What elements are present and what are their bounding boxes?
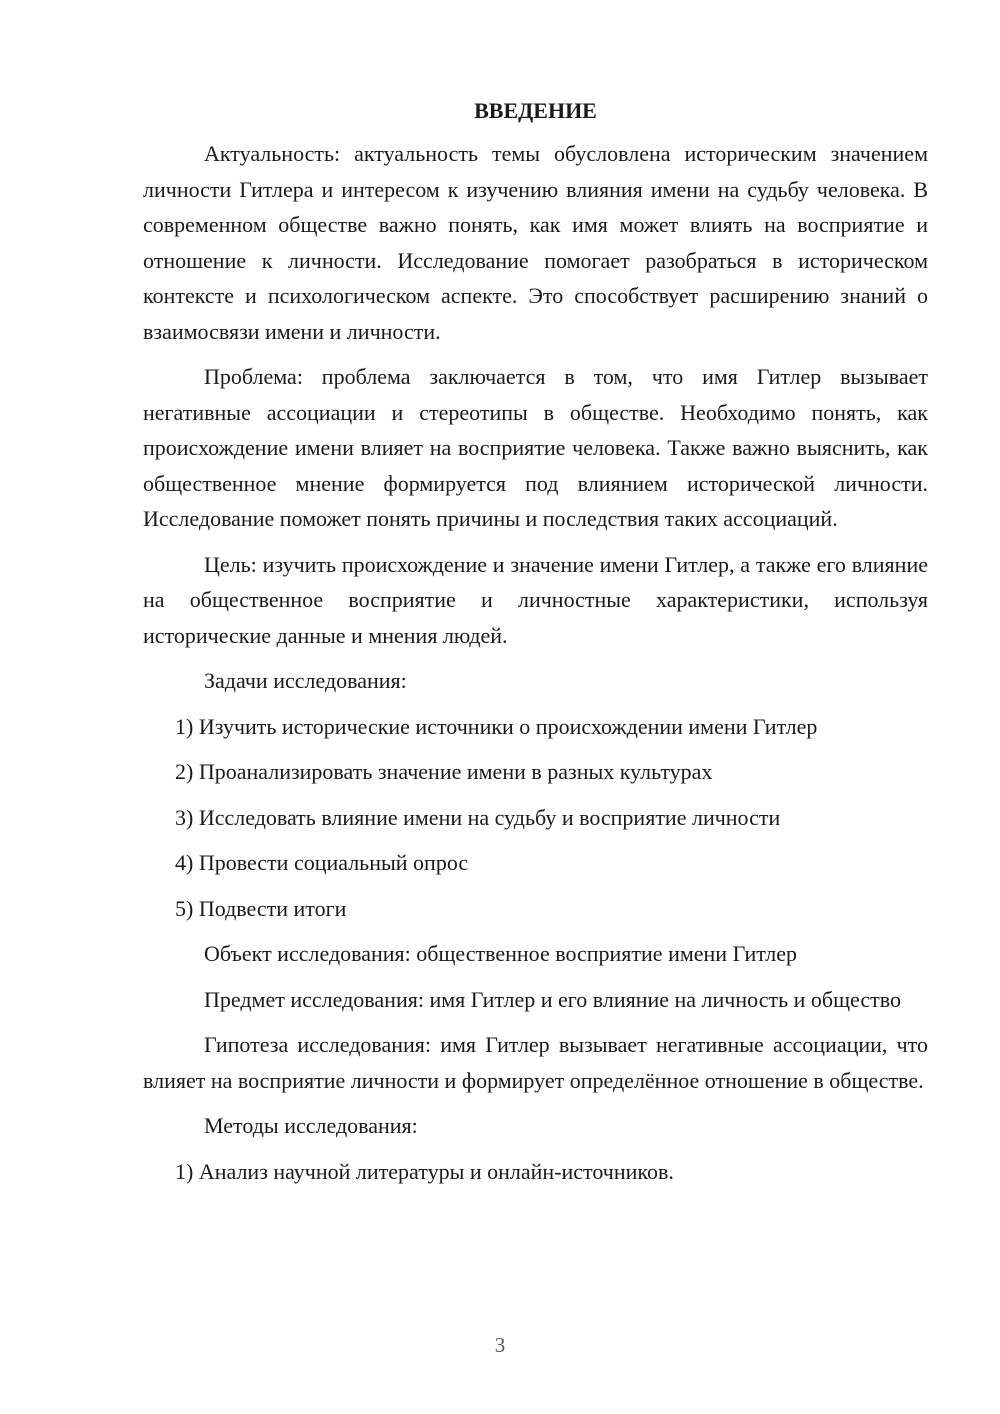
hypothesis-paragraph: Гипотеза исследования: имя Гитлер вызывает негативные ассоциации, что влияет на восприятие личности и формирует определённое отношение в обществе. <box>143 1032 928 1093</box>
task-item: 5) Подвести итоги <box>175 895 347 921</box>
task-item: 1) Изучить исторические источники о происхождении имени Гитлер <box>175 713 818 739</box>
page-content <box>143 96 928 1199</box>
task-item: 3) Исследовать влияние имени на судьбу и восприятие личности <box>175 804 781 830</box>
tasks-heading: Задачи исследования: <box>204 668 407 693</box>
method-item: 1) Анализ научной литературы и онлайн-источников. <box>175 1158 674 1184</box>
task-item: 4) Провести социальный опрос <box>175 850 469 875</box>
task-item: 2) Проанализировать значение имени в разных культурах <box>175 759 713 784</box>
page-number: 3 <box>494 1333 506 1357</box>
methods-heading: Методы исследования: <box>204 1113 418 1138</box>
goal-paragraph: Цель: изучить происхождение и значение имени Гитлер, а также его влияние на общественное восприятие и личностные характеристики, используя исторические данные и мнения людей. <box>143 551 928 648</box>
object-paragraph: Объект исследования: общественное восприятие имени Гитлер <box>204 941 798 966</box>
subject-paragraph: Предмет исследования: имя Гитлер и его влияние на личность и общество <box>204 986 901 1012</box>
relevance-paragraph: Актуальность: актуальность темы обусловлена историческим значением личности Гитлера и интересом к изучению влияния имени на судьбу человека. В современном обществе важно понять, как имя может влиять на восприятие и отношение к личности. Исследование помогает разобраться в историческом контексте и психологическом аспекте. Это способствует расширению знаний о взаимосвязи имени и личности. <box>143 141 928 344</box>
page-title: ВВЕДЕНИЕ <box>474 98 597 123</box>
problem-paragraph: Проблема: проблема заключается в том, что имя Гитлер вызывает негативные ассоциации и стереотипы в обществе. Необходимо понять, как происхождение имени влияет на восприятие человека. Также важно выяснить, как общественное мнение формируется под влиянием исторической личности. Исследование поможет понять причины и последствия таких ассоциаций. <box>143 364 928 531</box>
